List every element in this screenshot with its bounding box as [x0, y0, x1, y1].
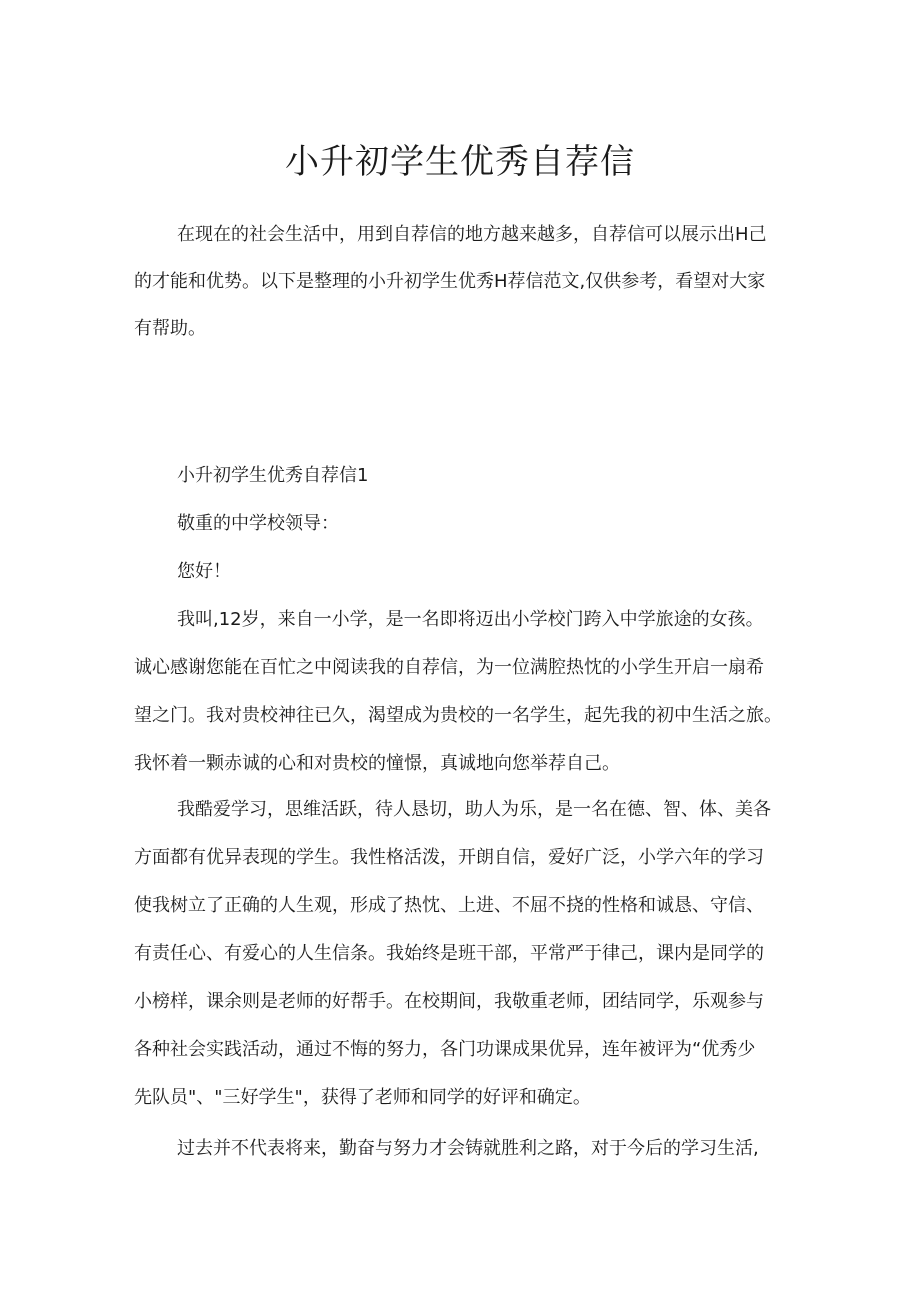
salutation: 敬重的中学校领导：	[177, 513, 339, 534]
paragraph-line: 我酷爱学习，思维活跃，待人恳切，助人为乐，是一名在德、智、体、美各	[177, 799, 771, 820]
intro-line: 在现在的社会生活中，用到自荐信的地方越来越多，自荐信可以展示出H己	[177, 224, 767, 245]
paragraph-line: 使我树立了正确的人生观，形成了热忱、上进、不屈不挠的性格和诚恳、守信、	[134, 895, 764, 916]
intro-paragraph	[134, 211, 794, 352]
paragraph-line: 小榜样，课余则是老师的好帮手。在校期间，我敬重老师，团结同学，乐观参与	[134, 991, 764, 1012]
intro-line: 有帮助。	[134, 318, 206, 339]
paragraph-line: 我叫,12岁，来自一小学，是一名即将迈出小学校门跨入中学旅途的女孩。	[177, 609, 764, 630]
paragraph-line: 先队员"、"三好学生"，获得了老师和同学的好评和确定。	[134, 1087, 591, 1108]
intro-line: 的才能和优势。以下是整理的小升初学生优秀H荐信范文,仅供参考，看望对大家	[134, 271, 766, 292]
paragraph-line: 过去并不代表将来，勤奋与努力才会铸就胜利之路，对于今后的学习生活,	[177, 1138, 759, 1159]
paragraph-line: 有责任心、有爱心的人生信条。我始终是班干部，平常严于律己，课内是同学的	[134, 943, 764, 964]
paragraph-line: 望之门。我对贵校神往已久，渴望成为贵校的一名学生，起先我的初中生活之旅。	[134, 705, 782, 726]
letter-title: 小升初学生优秀自荐信1	[177, 465, 369, 486]
document-title: 小升初学生优秀自荐信	[285, 142, 635, 182]
body-paragraph-2	[134, 786, 794, 1122]
paragraph-line: 方面都有优异表现的学生。我性格活泼，开朗自信，爱好广泛，小学六年的学习	[134, 847, 764, 868]
paragraph-line: 我怀着一颗赤诚的心和对贵校的憧憬，真诚地向您举荐自己。	[134, 753, 620, 774]
body-paragraph-1	[134, 596, 794, 788]
paragraph-line: 各种社会实践活动，通过不悔的努力，各门功课成果优异，连年被评为“优秀少	[134, 1039, 756, 1060]
body-paragraph-3	[134, 1125, 794, 1173]
paragraph-line: 诚心感谢您能在百忙之中阅读我的自荐信，为一位满腔热忱的小学生开启一扇希	[134, 657, 764, 678]
greeting: 您好！	[177, 561, 231, 582]
